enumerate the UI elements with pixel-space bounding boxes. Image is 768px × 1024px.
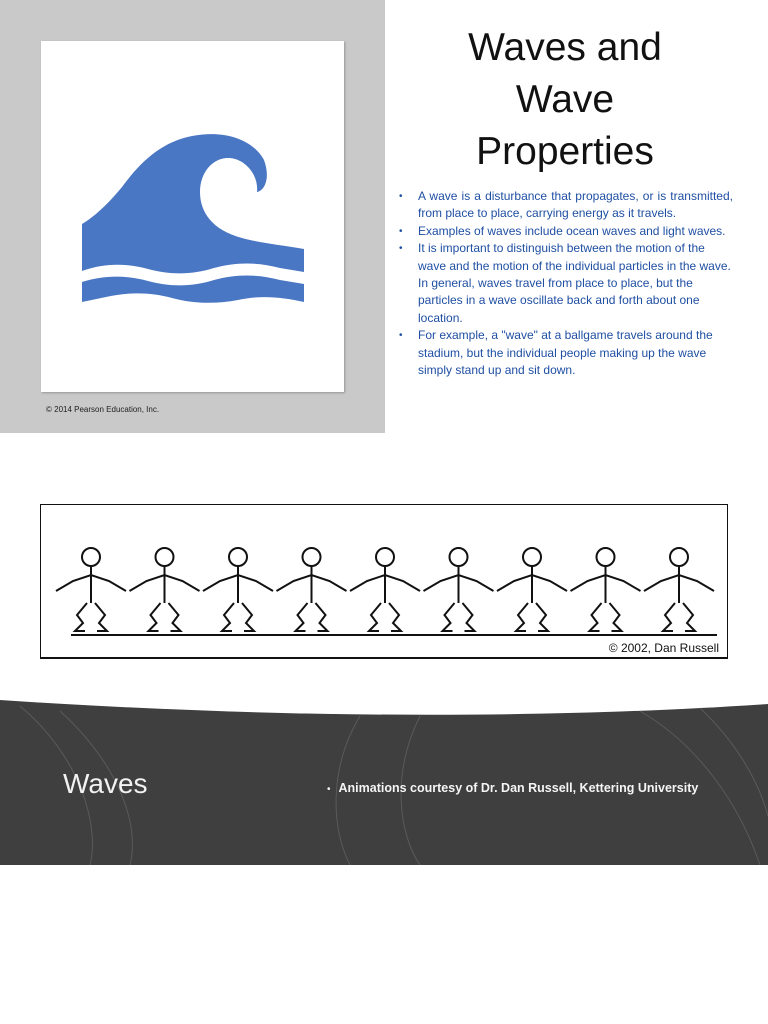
stick-figure [350,548,420,631]
stick-figure [56,548,126,631]
bullet-item: • A wave is a disturbance that propagates, or is transmitted, from place to place, carrying energy as it travels. [399,189,733,221]
title-line: Waves and [468,26,662,69]
ocean-wave-icon [82,132,304,304]
section-heading: Waves [63,768,148,799]
stick-figure [571,548,641,631]
stick-figure [424,548,494,631]
bullet-item: • Examples of waves include ocean waves and light waves. [396,223,733,240]
bullet-item: • It is important to distinguish between the motion of the wave and the motion of the individual particles in the wave. In general, waves travel from place to place, but the particles in a wave oscillate back and forth about one location. [399,241,731,325]
stick-figure [644,548,714,631]
bullet-dot-icon: • [399,191,403,202]
stick-figure [130,548,200,631]
bullet-dot-icon: • [399,330,403,342]
slide-title [415,22,715,178]
bullet-dot-icon: • [399,243,403,255]
bullet-item: • For example, a "wave" at a ballgame travels around the stadium, but the individual people making up the wave simply stand up and sit down. [399,328,713,378]
image-copyright: © 2014 Pearson Education, Inc. [46,405,160,414]
stick-figure-animation [40,504,728,659]
title-line: Properties [476,130,654,173]
bullet-dot-icon: • [327,784,331,795]
title-line: Wave [515,78,615,121]
stick-figure [203,548,273,631]
slide-waves-properties [0,0,768,433]
stick-figure [497,548,567,631]
image-card [41,41,344,392]
stick-figures [41,505,727,657]
animation-credit: © 2002, Dan Russell [608,641,719,655]
slide-waves-credits [0,686,768,865]
bullet-list [396,188,733,379]
credit-bullet: • Animations courtesy of Dr. Dan Russell, Kettering University [327,781,699,795]
bullet-dot-icon: • [399,225,403,237]
stick-figure [277,548,347,631]
